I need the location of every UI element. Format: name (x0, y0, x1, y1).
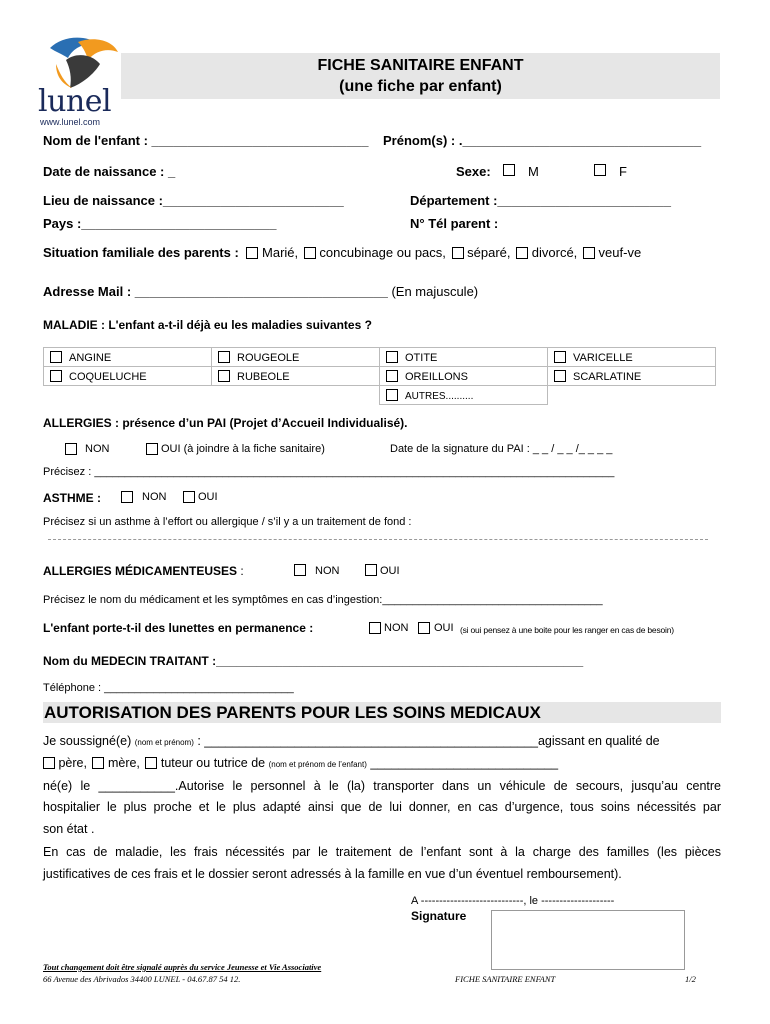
autorisation-text-1: né(e) le ___________.Autorise le personnel à le (la) transporter dans un véhicule de secours, jusqu’au centre (43, 779, 721, 793)
allergies-oui-checkbox[interactable] (146, 443, 158, 455)
footer-page: 1/2 (685, 974, 696, 984)
sexe-m-checkbox[interactable] (503, 164, 515, 176)
lunettes-oui-checkbox[interactable] (418, 622, 430, 634)
soussigne-row (43, 734, 660, 748)
empty-cell (44, 386, 212, 405)
checkbox-icon[interactable] (218, 370, 230, 382)
lunettes-oui-label: OUI (434, 622, 454, 634)
medic-oui-checkbox[interactable] (365, 564, 377, 576)
signature-label: Signature (411, 909, 467, 923)
situation-marie-checkbox[interactable] (246, 247, 258, 259)
asthme-non-checkbox[interactable] (121, 491, 133, 503)
maladie-oreillons[interactable] (380, 367, 548, 386)
medic-precisez-field[interactable]: Précisez le nom du médicament et les symptômes en cas d’ingestion:____________________________________ (43, 594, 603, 606)
situation-divorce-checkbox[interactable] (516, 247, 528, 259)
soussigne-label: Je soussigné(e) (43, 734, 132, 748)
asthme-oui-label: OUI (198, 491, 218, 503)
medic-colon: : (237, 564, 244, 578)
pere-checkbox[interactable] (43, 757, 55, 769)
maladie-scarlatine[interactable] (548, 367, 716, 386)
medic-oui-label: OUI (380, 565, 400, 577)
checkbox-icon[interactable] (218, 351, 230, 363)
maladie-label: AUTRES.......... (405, 390, 474, 402)
asthme-oui-checkbox[interactable] (183, 491, 195, 503)
pays-field[interactable]: Pays :___________________________ (43, 216, 277, 231)
asthme-non-label: NON (142, 491, 167, 503)
situation-marie-label: Marié, (262, 245, 299, 260)
autorisation-text-3: son état . (43, 822, 95, 836)
nom-field[interactable]: Nom de l'enfant : ______________________________ (43, 133, 369, 148)
maladie-label: ANGINE (69, 351, 112, 364)
medic-non-label: NON (315, 565, 340, 577)
allergies-non-label: NON (85, 443, 110, 455)
empty-cell (548, 386, 716, 405)
situation-concubinage-checkbox[interactable] (304, 247, 316, 259)
checkbox-icon[interactable] (50, 370, 62, 382)
asthme-label: ASTHME : (43, 491, 101, 505)
maladie-label: OTITE (405, 351, 438, 364)
tel-parent-field[interactable]: N° Tél parent : (410, 216, 499, 231)
maladie-label: SCARLATINE (573, 370, 642, 383)
allergies-title: ALLERGIES : présence d’un PAI (Projet d’Accueil Individualisé). (43, 416, 408, 430)
page-subtitle: (une fiche par enfant) (339, 78, 502, 95)
mail-note: (En majuscule) (391, 284, 479, 299)
maladie-autres[interactable] (380, 386, 548, 405)
pere-label: père, (58, 756, 87, 770)
sexe-label: Sexe: (456, 164, 491, 179)
medic-non-checkbox[interactable] (294, 564, 306, 576)
soussigne-field[interactable]: : ________________________________________________agissant en qualité de (193, 734, 660, 748)
tuteur-note: (nom et prénom de l’enfant) (268, 760, 367, 769)
checkbox-icon[interactable] (386, 389, 398, 401)
signature-box[interactable] (491, 910, 685, 970)
footer-center: FICHE SANITAIRE ENFANT (455, 974, 556, 984)
maladie-label: OREILLONS (405, 370, 468, 383)
logo-name: lunel (38, 84, 112, 119)
footer-address: 66 Avenue des Abrivados 34400 LUNEL - 04.67.87 54 12. (43, 974, 241, 984)
allergies-precisez-field[interactable]: Précisez : _____________________________________________________________________________________ (43, 466, 615, 478)
lunettes-non-checkbox[interactable] (369, 622, 381, 634)
lunettes-note: (si oui pensez à une boite pour les ranger en cas de besoin) (460, 625, 674, 635)
checkbox-icon[interactable] (554, 351, 566, 363)
maladie-otite[interactable] (380, 348, 548, 367)
checkbox-icon[interactable] (386, 351, 398, 363)
maladie-angine[interactable] (44, 348, 212, 367)
maladie-label: VARICELLE (573, 351, 633, 364)
maladie-varicelle[interactable] (548, 348, 716, 367)
situation-concubinage-label: concubinage ou pacs, (319, 245, 446, 260)
table-row (44, 348, 716, 367)
date-naissance-field[interactable]: Date de naissance : _ (43, 164, 176, 179)
qualite-row (43, 756, 558, 770)
tuteur-field[interactable]: ___________________________ (366, 756, 559, 770)
empty-cell (212, 386, 380, 405)
date-pai-field[interactable]: Date de la signature du PAI : _ _ / _ _ /_ _ _ _ (390, 443, 613, 455)
autorisation-text-2: hospitalier le plus proche et le plus adapté ainsi que de lui donner, en cas d’urgence, tous soins nécessités par (43, 800, 721, 814)
tuteur-checkbox[interactable] (145, 757, 157, 769)
medecin-field[interactable]: Nom du MEDECIN TRAITANT :_______________________________________________________ (43, 654, 584, 668)
mail-row (43, 284, 478, 299)
lunel-logo (38, 34, 122, 129)
sexe-f-label: F (619, 164, 627, 179)
tuteur-label: tuteur ou tutrice de (160, 756, 266, 770)
medic-row (43, 564, 244, 578)
maladie-rougeole[interactable] (212, 348, 380, 367)
maladie-coqueluche[interactable] (44, 367, 212, 386)
situation-separe-checkbox[interactable] (452, 247, 464, 259)
prenom-field[interactable]: Prénom(s) : ._________________________________ (383, 133, 702, 148)
maladies-table (43, 347, 716, 405)
asthme-precisez-label: Précisez si un asthme à l’effort ou allergique / s’il y a un traitement de fond : (43, 516, 412, 528)
table-row (44, 367, 716, 386)
page-title: FICHE SANITAIRE ENFANT (317, 57, 524, 74)
logo-site: www.lunel.com (40, 117, 101, 127)
situation-row (43, 245, 641, 260)
checkbox-icon[interactable] (554, 370, 566, 382)
frais-text-2: justificatives de ces frais et le dossier seront adressés à la famille en vue d’un éventuel remboursement). (43, 867, 622, 881)
allergies-non-checkbox[interactable] (65, 443, 77, 455)
sexe-f-checkbox[interactable] (594, 164, 606, 176)
maladie-rubeole[interactable] (212, 367, 380, 386)
mere-checkbox[interactable] (92, 757, 104, 769)
mere-label: mère, (107, 756, 140, 770)
table-row (44, 386, 716, 405)
asthme-answer-line[interactable] (48, 539, 708, 540)
situation-label: Situation familiale des parents : (43, 245, 239, 260)
maladie-label: COQUELUCHE (69, 370, 147, 383)
autorisation-title: AUTORISATION DES PARENTS POUR LES SOINS MEDICAUX (44, 703, 541, 722)
lunettes-label: L'enfant porte-t-il des lunettes en permanence : (43, 621, 314, 635)
situation-veuf-checkbox[interactable] (583, 247, 595, 259)
lieu-date-field[interactable]: A ----------------------------, le -------------------- (411, 895, 615, 907)
frais-text-1: En cas de maladie, les frais nécessités par le traitement de l’enfant sont à la charge des familles (les pièces (43, 845, 721, 859)
title-box (121, 53, 720, 99)
lieu-naissance-field[interactable]: Lieu de naissance :_________________________ (43, 193, 344, 208)
soussigne-note: (nom et prénom) (134, 738, 194, 747)
footer-notice: Tout changement doit être signalé auprès du service Jeunesse et Vie Associative (43, 962, 322, 972)
departement-field[interactable]: Département :________________________ (410, 193, 671, 208)
checkbox-icon[interactable] (50, 351, 62, 363)
situation-separe-label: séparé, (467, 245, 511, 260)
medecin-tel-field[interactable]: Téléphone : _______________________________ (43, 682, 294, 694)
allergies-oui-label: OUI (à joindre à la fiche sanitaire) (161, 443, 325, 455)
situation-divorce-label: divorcé, (531, 245, 578, 260)
maladies-title: MALADIE : L'enfant a-t-il déjà eu les maladies suivantes ? (43, 318, 372, 332)
maladie-label: ROUGEOLE (237, 351, 300, 364)
checkbox-icon[interactable] (386, 370, 398, 382)
medic-label: ALLERGIES MÉDICAMENTEUSES (43, 564, 238, 578)
situation-veuf-label: veuf-ve (598, 245, 642, 260)
autorisation-band (43, 702, 721, 723)
sexe-m-label: M (528, 164, 539, 179)
mail-field[interactable]: Adresse Mail : ___________________________________ (43, 284, 388, 299)
lunettes-non-label: NON (384, 622, 409, 634)
maladie-label: RUBEOLE (237, 370, 290, 383)
